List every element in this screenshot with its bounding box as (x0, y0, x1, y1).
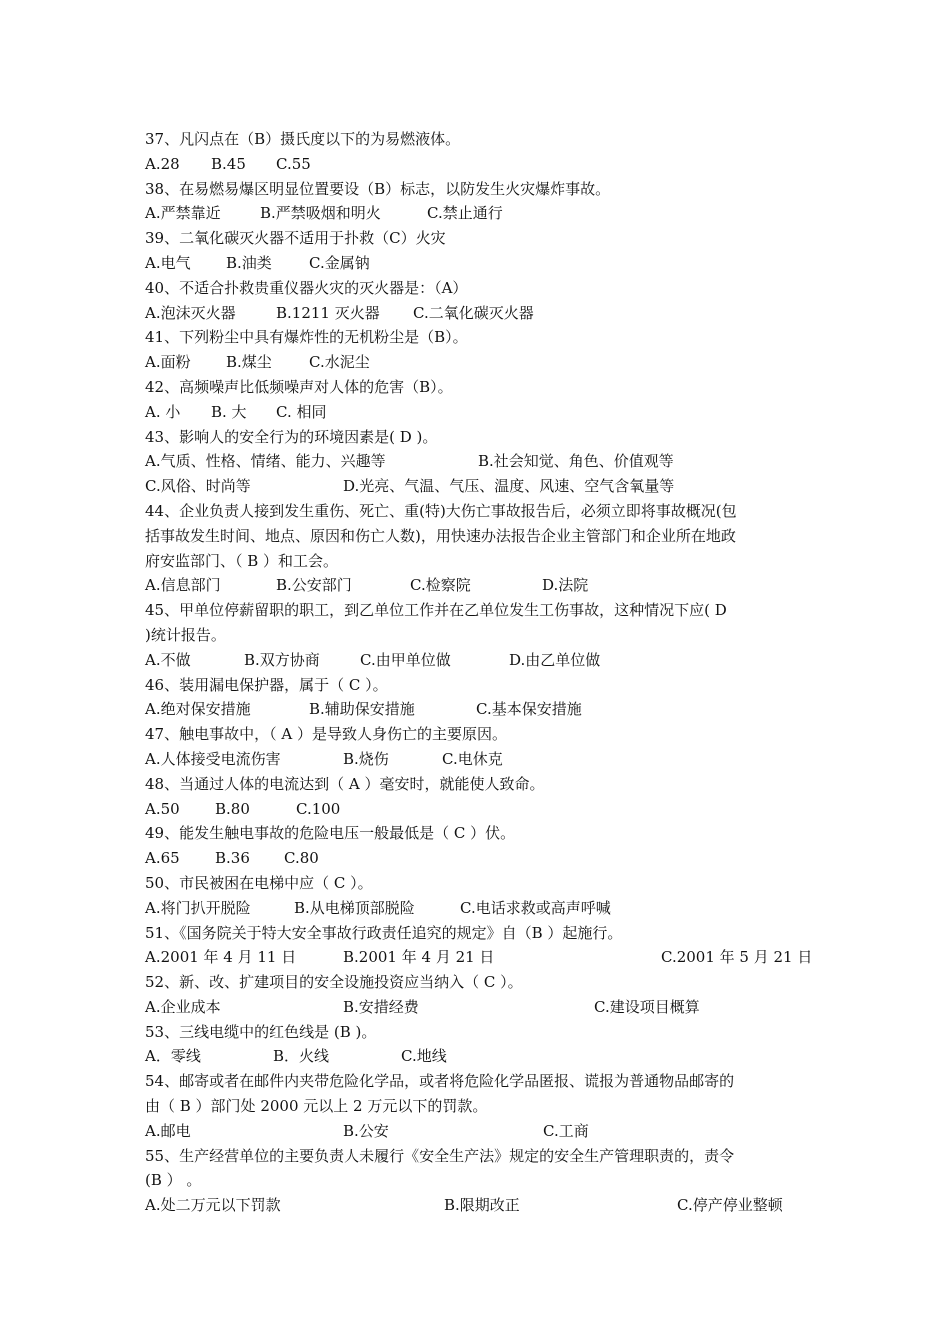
answer-option: D.由乙单位做 (509, 650, 601, 669)
answer-option: A.人体接受电流伤害 (145, 749, 281, 768)
answer-option: A.邮电 (145, 1121, 191, 1140)
answer-option: C.金属钠 (309, 253, 370, 272)
question-52 (145, 970, 813, 1020)
answer-option: C.100 (296, 799, 341, 818)
question-48 (145, 772, 813, 822)
answer-option: A.处二万元以下罚款 (145, 1196, 281, 1215)
answer-option: A.严禁靠近 (145, 204, 221, 223)
question-50 (145, 871, 813, 921)
options-row (145, 152, 813, 177)
answer-option: C.地线 (401, 1047, 447, 1066)
answer-option: C. 相同 (276, 402, 327, 421)
answer-option: D.光亮、气温、气压、温度、风速、空气含氧量等 (343, 477, 675, 496)
answer-option: D.法院 (542, 576, 589, 595)
answer-option: A.绝对保安措施 (145, 700, 251, 719)
answer-option: C.建设项目概算 (594, 997, 700, 1016)
question-text: 47、触电事故中，（ A ）是导致人身伤亡的主要原因。 (145, 725, 507, 744)
question-text: )统计报告。 (145, 625, 226, 644)
question-text: 51、《国务院关于特大安全事故行政责任追究的规定》自（B ）起施行。 (145, 923, 623, 942)
answer-option: A.气质、性格、情绪、能力、兴趣等 (145, 452, 386, 471)
question-text: 55、生产经营单位的主要负责人未履行《安全生产法》规定的安全生产管理职责的，责令 (145, 1146, 735, 1165)
question-46 (145, 673, 813, 723)
question-49 (145, 821, 813, 871)
question-42 (145, 375, 813, 425)
options-row (145, 945, 813, 970)
answer-option: B.辅助保安措施 (309, 700, 415, 719)
answer-option: B.限期改正 (444, 1196, 520, 1215)
question-45 (145, 598, 813, 672)
question-text: 43、影响人的安全行为的环境因素是( D )。 (145, 427, 438, 446)
question-text: 42、高频噪声比低频噪声对人体的危害（B）。 (145, 377, 453, 396)
question-text: 49、能发生触电事故的危险电压一般最低是（ C ）伏。 (145, 824, 516, 843)
question-text: 50、市民被困在电梯中应（ C ）。 (145, 873, 373, 892)
answer-option: B.严禁吸烟和明火 (260, 204, 381, 223)
answer-option: A.电气 (145, 253, 191, 272)
answer-option: B.45 (211, 154, 246, 173)
question-text: 45、甲单位停薪留职的职工，到乙单位工作并在乙单位发生工伤事故，这种情况下应( D (145, 601, 727, 620)
options-row (145, 1193, 813, 1218)
question-38 (145, 177, 813, 227)
answer-option: C.电话求救或高声呼喊 (460, 898, 611, 917)
question-text: 括事故发生时间、地点、原因和伤亡人数)，用快速办法报告企业主管部门和企业所在地政 (145, 526, 736, 545)
options-row (145, 697, 813, 722)
question-41 (145, 325, 813, 375)
options-row (145, 251, 813, 276)
answer-option: C.由甲单位做 (360, 650, 451, 669)
question-text: 39、二氧化碳灭火器不适用于扑救（C）火灾 (145, 229, 446, 248)
question-37 (145, 127, 813, 177)
question-text: 53、三线电缆中的红色线是 (B )。 (145, 1022, 377, 1041)
options-row (145, 648, 813, 673)
question-54 (145, 1069, 813, 1143)
answer-option: B. 大 (211, 402, 247, 421)
answer-option: B.36 (215, 849, 250, 868)
answer-option: A.65 (145, 849, 180, 868)
answer-option: C.基本保安措施 (476, 700, 582, 719)
answer-option: C.禁止通行 (427, 204, 503, 223)
options-row (145, 995, 813, 1020)
question-47 (145, 722, 813, 772)
answer-option: B.从电梯顶部脱险 (294, 898, 415, 917)
question-text: 40、不适合扑救贵重仪器火灾的灭火器是：（A） (145, 278, 468, 297)
question-text: 52、新、改、扩建项目的安全设施投资应当纳入（ C ）。 (145, 973, 523, 992)
question-text: 54、邮寄或者在邮件内夹带危险化学品，或者将危险化学品匿报、谎报为普通物品邮寄的 (145, 1072, 735, 1091)
question-text: 38、在易燃易爆区明显位置要设（B）标志，以防发生火灾爆炸事故。 (145, 179, 611, 198)
answer-option: B.公安 (343, 1121, 389, 1140)
options-row (145, 201, 813, 226)
question-44 (145, 499, 813, 598)
question-text: 由（ B ）部门处 2000 元以上 2 万元以下的罚款。 (145, 1097, 488, 1116)
options-row (145, 747, 813, 772)
question-40 (145, 276, 813, 326)
options-row (145, 301, 813, 326)
options-row (145, 797, 813, 822)
question-text: 府安监部门、（ B ）和工会。 (145, 551, 339, 570)
answer-option: C.停产停业整顿 (677, 1196, 783, 1215)
options-row (145, 573, 813, 598)
answer-option: A.泡沫灭火器 (145, 303, 236, 322)
question-text: 44、企业负责人接到发生重伤、死亡、重(特)大伤亡事故报告后，必须立即将事故概况(包 (145, 501, 737, 520)
options-row (145, 1119, 813, 1144)
options-row (145, 350, 813, 375)
answer-option: A.50 (145, 799, 180, 818)
answer-option: A.信息部门 (145, 576, 221, 595)
answer-option: C.风俗、时尚等 (145, 477, 251, 496)
question-text: (B ） 。 (145, 1171, 202, 1190)
options-row (145, 1044, 813, 1069)
answer-option: A.面粉 (145, 353, 191, 372)
options-row (145, 449, 813, 474)
answer-option: B.双方协商 (244, 650, 320, 669)
options-row (145, 896, 813, 921)
question-list (145, 127, 813, 1218)
question-text: 41、下列粉尘中具有爆炸性的无机粉尘是（B）。 (145, 328, 468, 347)
answer-option: B.安措经费 (343, 997, 419, 1016)
options-row (145, 846, 813, 871)
answer-option: C.工商 (543, 1121, 589, 1140)
question-text: 37、凡闪点在（B）摄氏度以下的为易燃液体。 (145, 130, 461, 148)
answer-option: B.2001 年 4 月 21 日 (343, 948, 495, 967)
answer-option: C.80 (284, 849, 319, 868)
question-43 (145, 425, 813, 499)
answer-option: A.28 (145, 154, 180, 173)
answer-option: B.煤尘 (226, 353, 272, 372)
answer-option: A．零线 (145, 1047, 201, 1066)
answer-option: C.电休克 (442, 749, 503, 768)
answer-option: C.二氧化碳灭火器 (413, 303, 534, 322)
options-row (145, 400, 813, 425)
answer-option: B.公安部门 (276, 576, 352, 595)
answer-option: C.55 (276, 154, 311, 173)
answer-option: A. 小 (145, 402, 181, 421)
answer-option: A.2001 年 4 月 11 日 (145, 948, 297, 967)
question-text: 46、装用漏电保护器，属于（ C ）。 (145, 675, 388, 694)
answer-option: C.水泥尘 (309, 353, 370, 372)
answer-option: B.80 (215, 799, 250, 818)
question-53 (145, 1020, 813, 1070)
answer-option: C.2001 年 5 月 21 日 (661, 948, 813, 967)
answer-option: A.企业成本 (145, 997, 221, 1016)
answer-option: B.1211 灭火器 (276, 303, 380, 322)
question-text: 48、当通过人体的电流达到（ A ）毫安时，就能使人致命。 (145, 774, 545, 793)
question-55 (145, 1144, 813, 1218)
answer-option: A.不做 (145, 650, 191, 669)
answer-option: B.油类 (226, 253, 272, 272)
answer-option: A.将门扒开脱险 (145, 898, 251, 917)
options-row (145, 474, 813, 499)
answer-option: B.烧伤 (343, 749, 389, 768)
answer-option: B.社会知觉、角色、价值观等 (478, 452, 674, 471)
question-39 (145, 226, 813, 276)
question-51 (145, 921, 813, 971)
answer-option: B．火线 (273, 1047, 330, 1066)
answer-option: C.检察院 (410, 576, 471, 595)
